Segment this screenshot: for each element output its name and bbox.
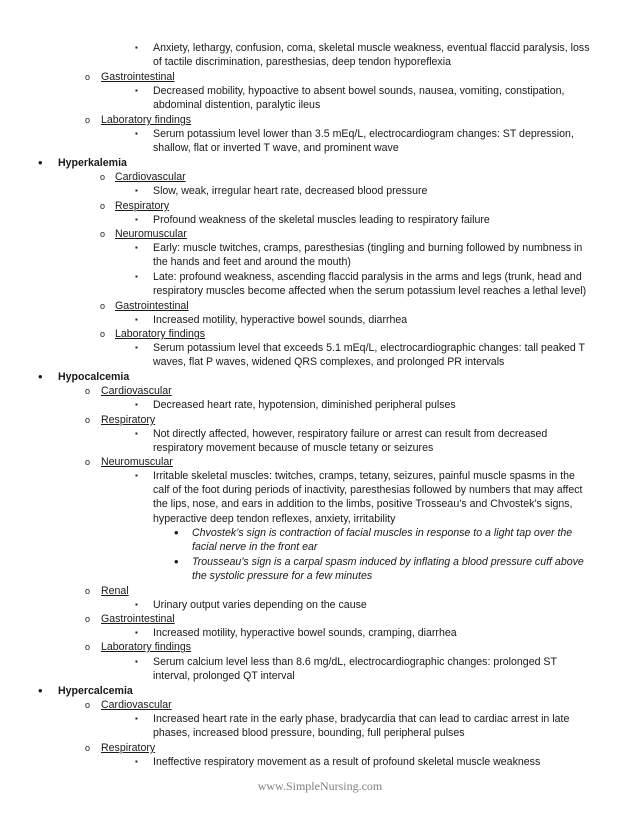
list-item-text: Not directly affected, however, respiratory failure or arrest can result from decreased [153,428,548,440]
list-item-text: Anxiety, lethargy, confusion, coma, skeletal muscle weakness, eventual flaccid paralysis, loss [153,42,590,54]
square-bullet-icon: ▪ [135,757,138,766]
square-bullet-icon: ▪ [135,129,138,138]
note-text-continued: facial nerve in the front ear [192,541,318,553]
subsection-label: Respiratory [115,200,170,212]
square-bullet-icon: ▪ [135,43,138,52]
square-bullet-icon: ▪ [135,628,138,637]
circle-bullet-icon: o [85,72,91,82]
disc-bullet-icon: • [174,525,179,540]
list-item-text-continued: abdominal distention, paralytic ileus [153,99,321,111]
circle-bullet-icon: o [85,586,91,596]
square-bullet-icon: ▪ [135,243,138,252]
section-heading: Hyperkalemia [58,157,127,169]
circle-bullet-icon: o [85,700,91,710]
subsection-label: Gastrointestinal [115,300,189,312]
list-item-text-continued: respiratory movement because of muscle tetany or seizures [153,442,434,454]
list-item-text: Serum potassium level lower than 3.5 mEq/L, electrocardiogram changes: ST depression, [153,128,574,140]
circle-bullet-icon: o [100,301,106,311]
list-item-text-continued: the lips, nose, and ears in addition to the limbs, positive Trosseau’s and Chvostek’s signs, [153,498,573,510]
list-item-text: Ineffective respiratory movement as a result of profound skeletal muscle weakness [153,756,541,768]
circle-bullet-icon: o [85,457,91,467]
square-bullet-icon: ▪ [135,272,138,281]
disc-bullet-icon: • [174,554,179,569]
disc-bullet-icon: • [38,155,43,170]
subsection-label: Respiratory [101,742,156,754]
list-item-text-continued: hyperactive deep tendon reflexes, anxiety, irritability [153,513,396,525]
subsection-label: Gastrointestinal [101,71,175,83]
circle-bullet-icon: o [85,386,91,396]
circle-bullet-icon: o [100,229,106,239]
disc-bullet-icon: • [38,683,43,698]
list-item-text: Late: profound weakness, ascending flaccid paralysis in the arms and legs (trunk, head and [153,271,582,283]
square-bullet-icon: ▪ [135,343,138,352]
square-bullet-icon: ▪ [135,714,138,723]
subsection-label: Cardiovascular [101,699,172,711]
square-bullet-icon: ▪ [135,400,138,409]
square-bullet-icon: ▪ [135,657,138,666]
list-item-text: Serum calcium level less than 8.6 mg/dL, electrocardiographic changes: prolonged ST [153,656,557,668]
circle-bullet-icon: o [85,743,91,753]
list-item-text-continued: interval, prolonged QT interval [153,670,295,682]
list-item-text: Increased motility, hyperactive bowel sounds, cramping, diarrhea [153,627,457,639]
subsection-label: Cardiovascular [115,171,186,183]
subsection-label: Laboratory findings [115,328,206,340]
square-bullet-icon: ▪ [135,471,138,480]
square-bullet-icon: ▪ [135,429,138,438]
subsection-label: Gastrointestinal [101,613,175,625]
list-item-text: Early: muscle twitches, cramps, paresthesias (tingling and burning followed by numbness in [153,242,583,254]
subsection-label: Laboratory findings [101,114,192,126]
square-bullet-icon: ▪ [135,215,138,224]
list-item-text: Increased motility, hyperactive bowel sounds, diarrhea [153,314,408,326]
square-bullet-icon: ▪ [135,86,138,95]
square-bullet-icon: ▪ [135,315,138,324]
list-item-text: Increased heart rate in the early phase, bradycardia that can lead to cardiac arrest in late [153,713,570,725]
section-heading: Hypocalcemia [58,371,130,383]
list-item-text-continued: calf of the foot during periods of inactivity, paresthesias followed by numbers that may affect [153,484,583,496]
subsection-label: Renal [101,585,129,597]
list-item-text: Profound weakness of the skeletal muscles leading to respiratory failure [153,214,490,226]
circle-bullet-icon: o [85,115,91,125]
circle-bullet-icon: o [85,415,91,425]
footer-watermark: www.SimpleNursing.com [257,779,383,793]
list-item-text: Irritable skeletal muscles: twitches, cramps, tetany, seizures, painful muscle spasms in the [153,470,575,482]
subsection-label: Neuromuscular [101,456,173,468]
circle-bullet-icon: o [100,172,106,182]
note-text: Chvostek’s sign is contraction of facial muscles in response to a light tap over the [192,527,573,539]
circle-bullet-icon: o [85,614,91,624]
disc-bullet-icon: • [38,369,43,384]
subsection-label: Respiratory [101,414,156,426]
list-item-text: Decreased mobility, hypoactive to absent bowel sounds, nausea, vomiting, constipation, [153,85,565,97]
list-item-text: Slow, weak, irregular heart rate, decreased blood pressure [153,185,428,197]
subsection-label: Laboratory findings [101,641,192,653]
list-item-text-continued: shallow, flat or inverted T wave, and prominent wave [153,142,399,154]
list-item-text-continued: of tactile discrimination, paresthesias, deep tendon hyporeflexia [153,56,451,68]
square-bullet-icon: ▪ [135,186,138,195]
circle-bullet-icon: o [85,642,91,652]
list-item-text: Urinary output varies depending on the cause [153,599,367,611]
circle-bullet-icon: o [100,329,106,339]
list-item-text-continued: waves, flat P waves, widened QRS complexes, and prolonged PR intervals [153,356,505,368]
note-text-continued: the systolic pressure for a few minutes [192,570,373,582]
list-item-text-continued: the hands and feet and around the mouth) [153,256,351,268]
note-text: Trousseau’s sign is a carpal spasm induced by inflating a blood pressure cuff above [192,556,584,568]
subsection-label: Neuromuscular [115,228,187,240]
list-item-text: Serum potassium level that exceeds 5.1 mEq/L, electrocardiographic changes: tall peaked T [153,342,586,354]
circle-bullet-icon: o [100,201,106,211]
subsection-label: Cardiovascular [101,385,172,397]
section-heading: Hypercalcemia [58,685,133,697]
list-item-text: Decreased heart rate, hypotension, diminished peripheral pulses [153,399,456,411]
list-item-text-continued: respiratory muscles become affected when the serum potassium level reaches a lethal level) [153,285,587,297]
list-item-text-continued: phases, increased blood pressure, bounding, full peripheral pulses [153,727,465,739]
square-bullet-icon: ▪ [135,600,138,609]
